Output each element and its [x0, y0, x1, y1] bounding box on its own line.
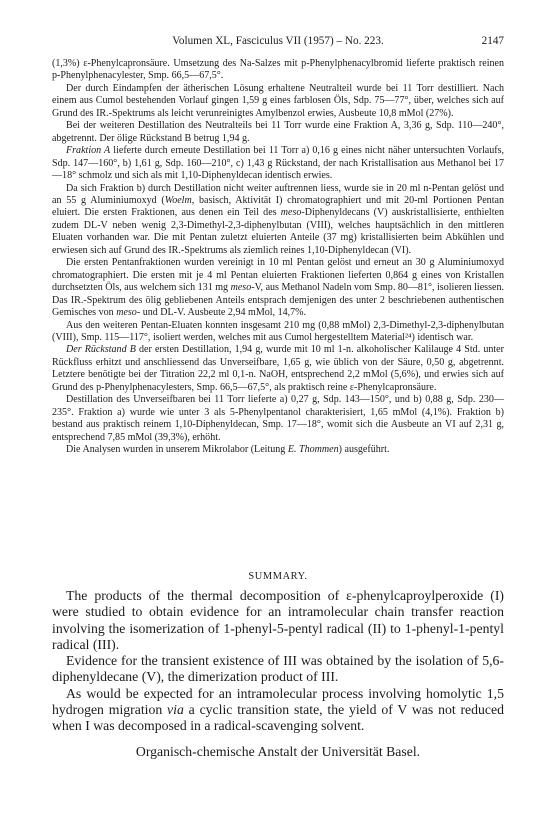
- summary-heading: SUMMARY.: [248, 571, 308, 582]
- text-run: -V, aus Methanol Nadeln vom Smp. 80—81°, isolieren liessen. Das IR.-Spektrum des ölig gebliebenen Anteils entsprach demjenigen des unter 2 beschriebenen authentischen Gemisches von: [52, 282, 504, 319]
- running-header: [52, 35, 504, 49]
- paragraph-analyses: [52, 444, 504, 456]
- experimental-text: [52, 58, 504, 457]
- paragraph-fraction-a: [52, 145, 504, 182]
- text-run: Die Analysen wurden in unserem Mikrolabor (Leitung: [66, 444, 288, 456]
- paragraph-fraction-split: Bei der weiteren Destillation des Neutralteils bei 11 Torr wurde eine Fraktion A, 3,36 g, Sdp. 110—240°, abgetrennt. Der ölige Rückstand B betrug 1,94 g.: [52, 120, 504, 144]
- via-term: via: [167, 701, 184, 717]
- page-number: 2147: [481, 35, 504, 47]
- text-run: Die ersten Pentanfraktionen wurden vereinigt in 10 ml Pentan gelöst und erneut an 30 g Aluminiumoxyd chromatographiert. Die ersten mit je 4 ml Pentan eluierten Fraktionen lieferten 0,864 g eines von Kristallen durchsetzten Öls, aus welchem sich 131 mg: [52, 257, 504, 294]
- paragraph-unsaponifiable: Destillation des Unverseifbaren bei 11 Torr lieferte a) 0,27 g, Sdp. 143—150°, und b) 0,88 g, Sdp. 230—235°. Fraktion a) wurde wie unter 3 als 5-Phenylpentanol charakterisiert, 1,65 mMol (4,1%). Fraktion b) bestand aus praktisch reinem 1,10-Diphenyldecan, Smp. 17—18°, womit sich die Ausbeute an VI auf 2,31 g, entsprechend 7,85 mMol (39,3%), erhöht.: [52, 394, 504, 443]
- text-run: -Diphenyldecans (V) auskristallisierte, enthielten zudem DL-V neben wenig 2,3-Dimethyl-2,3-diphenylbutan (VIII), welches hauptsächlich in den mittleren Eluaten vorhanden war. Die mit Pentan zuletzt eluierten Anteile (37 mg) kristallisierten beim Abkühlen und erwiesen sich auf Grund des IR.-Spektrums als ziemlich reines 1,10-Diphenyldecan (VI).: [52, 207, 504, 256]
- fraction-a-text: lieferte durch erneute Destillation bei 11 Torr a) 0,16 g eines nicht näher untersuchten Vorlaufs, Sdp. 147—160°, b) 1,61 g, Sdp. 160—210°, c) 1,43 g Rückstand, der nach Kristallisation aus Methanol bei 17—18° schmolz und sich als mit 1,10-Diphenyldecan identisch erwies.: [52, 145, 504, 182]
- residue-b-text: der ersten Destillation, 1,94 g, wurde mit 10 ml 1-n. alkoholischer Kalilauge 4 Std. unter Rückfluss erhitzt und anschliessend das Unverseifbare, 1,65 g, wie üblich von der Säure, 0,50 g, abgetrennt. Letztere benötigte bei der Titration 22,2 ml 0,1-n. NaOH, entsprechend 2,2 mMol (5,6%), und erwies sich auf Grund des p-Phenylphenacylesters, Smp. 66,5—67,5°, als praktisch reine ε-Phenylcapronsäure.: [52, 344, 504, 393]
- institution-affiliation: Organisch-chemische Anstalt der Universität Basel.: [135, 744, 421, 759]
- meso-term: meso: [280, 207, 302, 219]
- fraction-a-lead: Fraktion A: [66, 145, 111, 157]
- residue-b-lead: Der Rückstand B: [66, 344, 136, 356]
- summary-paragraph: Evidence for the transient existence of III was obtained by the isolation of 5,6-diphenyldecane (V), the dimerization product of III.: [52, 653, 504, 685]
- paragraph-pentane-fractions: [52, 257, 504, 319]
- woelm-name: Woelm: [164, 194, 192, 206]
- text-run: , basisch, Aktivität I) chromatographiert und mit 20-ml Portionen Pentan eluiert. Die ersten Fraktionen, aus denen ein Teil des: [52, 194, 504, 219]
- summary-paragraph: [52, 686, 504, 735]
- paragraph-further-eluates: Aus den weiteren Pentan-Eluaten konnten insgesamt 210 mg (0,88 mMol) 2,3-Dimethyl-2,3-diphenylbutan (VIII), Smp. 115—117°, isoliert werden, welches mit aus Cumol hergestelltem Material²⁴) identisch war.: [52, 319, 504, 343]
- text-run: a cyclic transition state, the yield of V was not reduced when I was decomposed in a radical-scavenging solvent.: [52, 701, 504, 733]
- paragraph-acid-ester: (1,3%) ε-Phenylcapronsäure. Umsetzung des Na-Salzes mit p-Phenylphenacylbromid lieferte praktisch reinen p-Phenylphenacylester, Smp. 66,5—67,5°.: [52, 58, 504, 82]
- summary-text: [52, 588, 504, 734]
- meso-term: meso-: [116, 307, 141, 319]
- paragraph-neutral-part: Der durch Eindampfen der ätherischen Lösung erhaltene Neutralteil wurde bei 11 Torr destilliert. Nach einem aus Cumol bestehenden Vorlauf gingen 1,59 g eines farblosen Öls, Sdp. 75—77°, über, welches sich auf Grund des IR.-Spektrums als leicht verunreinigtes Amylbenzol erwies, Ausbeute 10,8 mMol (27%).: [52, 82, 504, 119]
- paragraph-chromatography: [52, 183, 504, 258]
- running-title: Volumen XL, Fasciculus VII (1957) – No. 223.: [172, 35, 384, 47]
- text-run: Da sich Fraktion b) durch Destillation nicht weiter auftrennen liess, wurde sie in 20 ml n-Pentan gelöst und an 55 g Aluminiumoxyd (: [52, 182, 504, 206]
- analyst-name: E. Thommen: [287, 444, 339, 456]
- summary-paragraph: The products of the thermal decomposition of ε-phenylcaproylperoxide (I) were studied to obtain evidence for an intramolecular chain transfer reaction involving the isomerization of 1-phenyl-5-pentyl radical (II) to 1-phenyl-1-pentyl radical (III).: [52, 588, 504, 652]
- text-run: As would be expected for an intramolecular process involving homolytic 1,5 hydrogen migration: [52, 685, 504, 717]
- meso-term: meso: [230, 282, 252, 294]
- text-run: und DL-V. Ausbeute 2,94 mMol, 14,7%.: [140, 307, 307, 319]
- paragraph-residue-b: [52, 344, 504, 394]
- text-run: ) ausgeführt.: [338, 444, 390, 456]
